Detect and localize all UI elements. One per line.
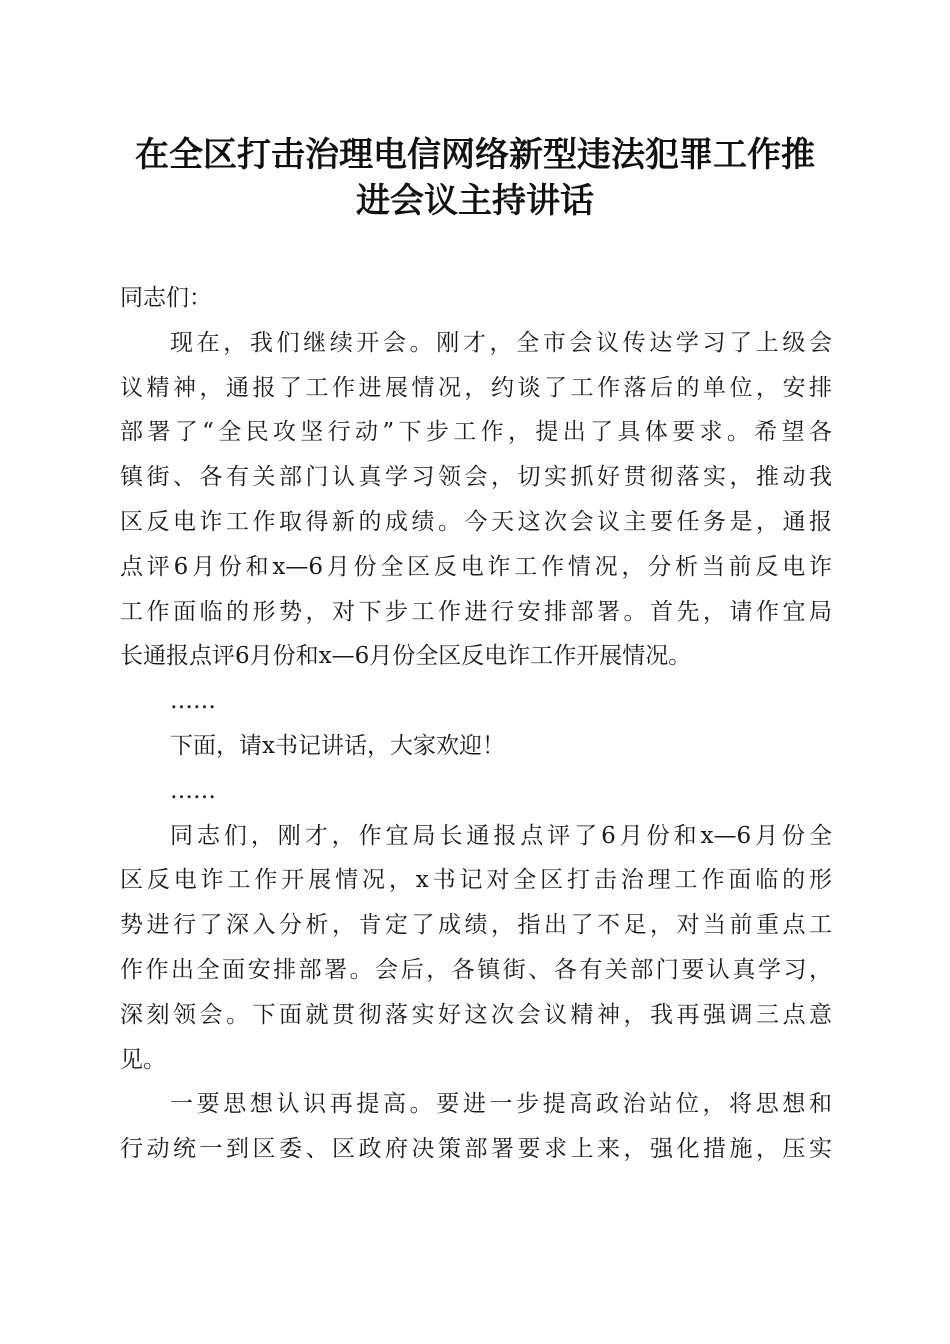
paragraph-line: 作作出全面安排部署。会后，各镇街、各有关部门要认真学习， [120, 956, 832, 983]
salutation: 同志们： [120, 285, 212, 311]
paragraph-line: 点评6月份和x—6月份全区反电诈工作情况，分析当前反电诈 [120, 553, 832, 580]
paragraph-line: 镇街、各有关部门认真学习领会，切实抓好贯彻落实，推动我 [120, 464, 832, 491]
paragraph-line: 工作面临的形势，对下步工作进行安排部署。首先，请作宜局 [120, 598, 832, 625]
paragraph-line: 下面，请x书记讲话，大家欢迎！ [170, 732, 505, 759]
paragraph-line: 势进行了深入分析，肯定了成绩，指出了不足，对当前重点工 [120, 912, 832, 939]
document-body [120, 276, 832, 1172]
title-line: 进会议主持讲话 [356, 181, 594, 221]
paragraph-line: 议精神，通报了工作进展情况，约谈了工作落后的单位，安排 [120, 374, 832, 401]
paragraph-line: 区反电诈工作开展情况，x书记对全区打击治理工作面临的形 [120, 867, 832, 894]
paragraph-line: 长通报点评6月份和x—6月份全区反电诈工作开展情况。 [120, 643, 692, 670]
ellipsis-line: …… [170, 688, 216, 715]
paragraph-line: 行动统一到区委、区政府决策部署要求上来，强化措施，压实 [120, 1136, 832, 1163]
paragraph-line: 见。 [120, 1046, 166, 1073]
paragraph-line: 区反电诈工作取得新的成绩。今天这次会议主要任务是，通报 [120, 508, 832, 535]
paragraph-line: 一要思想认识再提高。要进一步提高政治站位，将思想和 [170, 1091, 832, 1118]
paragraph-line: 同志们，刚才，作宜局长通报点评了6月份和x—6月份全 [170, 822, 832, 849]
paragraph-line: 现在，我们继续开会。刚才，全市会议传达学习了上级会 [170, 329, 832, 356]
document-title [110, 132, 840, 224]
paragraph-line: 深刻领会。下面就贯彻落实好这次会议精神，我再强调三点意 [120, 1001, 832, 1028]
ellipsis-line: …… [170, 777, 216, 804]
paragraph-line: 部署了“全民攻坚行动”下步工作，提出了具体要求。希望各 [120, 419, 832, 446]
title-line: 在全区打击治理电信网络新型违法犯罪工作推 [135, 135, 815, 175]
